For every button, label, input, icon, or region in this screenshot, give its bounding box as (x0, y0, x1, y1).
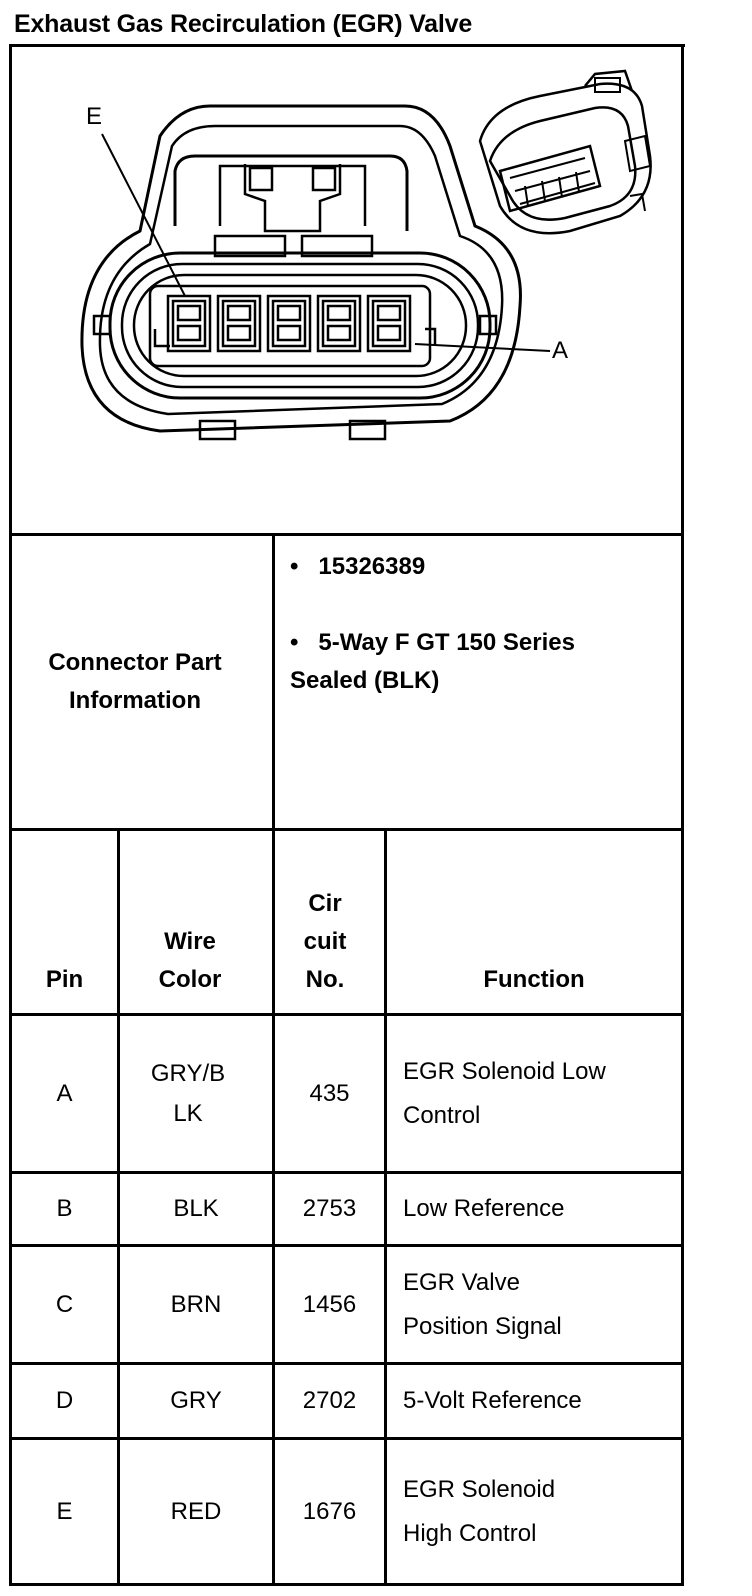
cell-wire-color: BRN (170, 1290, 222, 1318)
cell-pin: C (55, 1290, 74, 1318)
connector-diagram (10, 46, 683, 536)
cell-wire-color: GRY (170, 1387, 222, 1414)
pin-cavity-c (268, 296, 310, 351)
header-wire-color: Wire Color (158, 928, 222, 993)
callout-a-label: A (552, 337, 569, 364)
cell-pin: D (55, 1387, 74, 1414)
pin-cavity-e (168, 296, 210, 351)
connector-type-item: • 5-Way F GT 150 Series Sealed (BLK) (290, 629, 575, 694)
part-number-item: • 15326389 (290, 553, 426, 580)
header-pin: Pin (45, 966, 84, 993)
part-number: 15326389 (318, 553, 426, 580)
cell-function: 5-Volt Reference (403, 1387, 582, 1414)
header-circuit-no: Cir cuit No. (303, 890, 347, 993)
connector-part-info-list (290, 548, 670, 700)
callout-e-label: E (86, 103, 103, 130)
cell-circuit: 435 (309, 1079, 350, 1107)
pin-cavity-b (318, 296, 360, 351)
connector-part-info-label: Connector Part Information (48, 649, 222, 714)
pin-cavity-d (218, 296, 260, 351)
pin-cavity-a (368, 296, 410, 351)
cell-function: Low Reference (403, 1195, 565, 1222)
cell-function: EGR Solenoid Low Control (403, 1057, 606, 1129)
callout-a-leader (415, 344, 550, 351)
callout-e-leader (102, 134, 185, 296)
cell-circuit: 1456 (302, 1290, 357, 1318)
cell-circuit: 2702 (302, 1387, 357, 1414)
cell-function: EGR Valve Position Signal (403, 1268, 562, 1340)
cell-pin: A (56, 1079, 73, 1107)
latch-tab (245, 164, 340, 231)
page-title: Exhaust Gas Recirculation (EGR) Valve (14, 10, 473, 38)
cell-pin: E (56, 1497, 73, 1525)
header-function: Function (483, 966, 585, 993)
cell-wire-color: RED (170, 1497, 222, 1525)
cell-circuit: 1676 (302, 1497, 357, 1525)
cell-circuit: 2753 (302, 1195, 357, 1222)
connector-iso-view (480, 71, 651, 233)
cell-wire-color: GRY/B LK (150, 1059, 226, 1127)
cell-wire-color: BLK (173, 1195, 219, 1222)
cell-pin: B (56, 1195, 73, 1222)
latch-inner (220, 166, 365, 226)
cell-function: EGR Solenoid High Control (403, 1475, 556, 1547)
connector-type: 5-Way F GT 150 Series Sealed (BLK) (290, 629, 575, 694)
